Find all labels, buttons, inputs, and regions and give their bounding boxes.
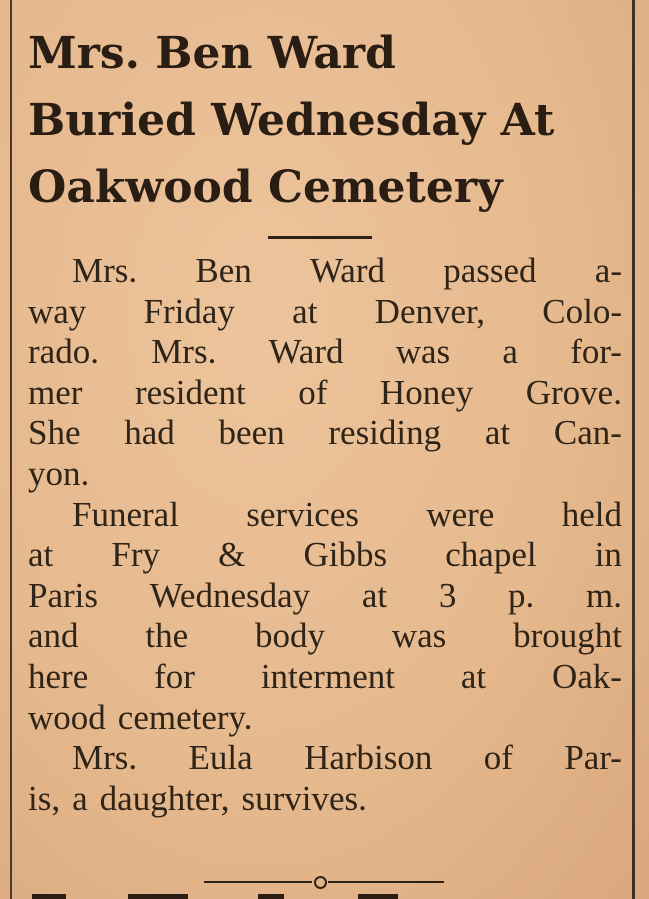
body-word: been [218, 413, 285, 453]
body-word: was [395, 332, 451, 372]
body-word: Ward [268, 332, 344, 372]
body-word: services [246, 494, 359, 534]
body-word: had [124, 413, 175, 453]
body-word: the [145, 616, 189, 656]
body-word: held [561, 494, 622, 534]
body-word: at [484, 413, 511, 453]
body-word: was [391, 616, 447, 656]
body-word: here [28, 656, 89, 696]
body-word: chapel [445, 535, 537, 575]
body-word: of [298, 372, 328, 412]
body-word: Mrs. [72, 738, 138, 778]
headline-line: Oakwood Cemetery [28, 162, 503, 213]
body-line [28, 576, 622, 617]
body-line [28, 779, 622, 820]
body-word: Ben [195, 251, 252, 290]
body-line [28, 616, 622, 657]
cut-letter [32, 894, 66, 899]
body-line [28, 535, 622, 576]
ornament-bar-left [204, 881, 312, 883]
body-word: Friday [143, 291, 235, 331]
body-word: Colo- [542, 291, 622, 331]
body-word: Mrs. [151, 332, 217, 372]
column-rule-right [632, 0, 635, 899]
headline [28, 20, 628, 221]
body-line [28, 657, 622, 698]
body-line [28, 454, 622, 495]
headline-line: Mrs. Ben Ward [28, 28, 396, 79]
body-word: daughter, [99, 778, 230, 818]
body-word: She [28, 413, 81, 453]
body-word: wood [28, 697, 106, 737]
body-word: yon. [28, 453, 90, 493]
body-word: rado. [28, 332, 99, 372]
body-word: residing [328, 413, 442, 453]
body-word: Par- [564, 738, 622, 778]
body-word: cemetery. [117, 697, 253, 737]
body-word: a [502, 332, 518, 372]
body-word: p. [508, 575, 535, 615]
column-rule-left [10, 0, 12, 899]
body-word: Wednesday [149, 575, 311, 615]
body-word: interment [260, 656, 395, 696]
body-word: resident [134, 372, 246, 412]
body-word: Funeral [72, 494, 179, 534]
ornament-ring [314, 876, 327, 889]
body-line [28, 738, 622, 779]
body-word: a [72, 778, 88, 818]
body-word: Ward [310, 251, 385, 290]
body-word: is, [28, 778, 61, 818]
headline-separator-rule [268, 236, 372, 239]
body-word: Can- [553, 413, 622, 453]
body-word: for [154, 656, 195, 696]
body-word: a- [594, 251, 622, 290]
body-word: Paris [28, 575, 98, 615]
body-line [28, 413, 622, 454]
ornament-bar-right [328, 881, 444, 883]
body-line [28, 251, 622, 292]
next-article-headline-cut [28, 890, 628, 899]
body-word: Fry [111, 535, 161, 575]
body-word: survives. [241, 778, 367, 818]
body-line [28, 373, 622, 414]
body-line [28, 698, 622, 739]
body-word: Gibbs [303, 535, 388, 575]
body-word: Oak- [552, 656, 622, 696]
body-word: way [28, 291, 87, 331]
cut-letter [258, 894, 284, 899]
body-line [28, 332, 622, 373]
body-word: Denver, [374, 291, 486, 331]
body-line [28, 495, 622, 536]
body-word: passed [443, 251, 537, 290]
body-word: Harbison [304, 738, 433, 778]
body-word: m. [586, 575, 622, 615]
body-word: were [426, 494, 495, 534]
body-word: Eula [188, 738, 253, 778]
headline-line: Buried Wednesday At [28, 95, 555, 146]
body-word: at [361, 575, 388, 615]
article-body [28, 251, 622, 819]
body-word: Mrs. [72, 251, 138, 290]
body-word: Honey [379, 372, 474, 412]
body-word: Grove. [525, 372, 622, 412]
body-word: mer [28, 372, 83, 412]
body-line [28, 292, 622, 333]
body-word: 3 [438, 575, 457, 615]
body-word: brought [513, 616, 622, 656]
body-word: at [292, 291, 318, 331]
body-word: in [594, 535, 622, 575]
body-word: of [483, 738, 513, 778]
article-end-ornament [204, 876, 444, 888]
cut-letter [358, 894, 398, 899]
body-word: at [28, 535, 54, 575]
body-word: at [460, 656, 487, 696]
body-word: for- [570, 332, 622, 372]
body-word: body [254, 616, 325, 656]
body-word: & [218, 535, 246, 575]
cut-letter [128, 894, 188, 899]
body-word: and [28, 616, 79, 656]
